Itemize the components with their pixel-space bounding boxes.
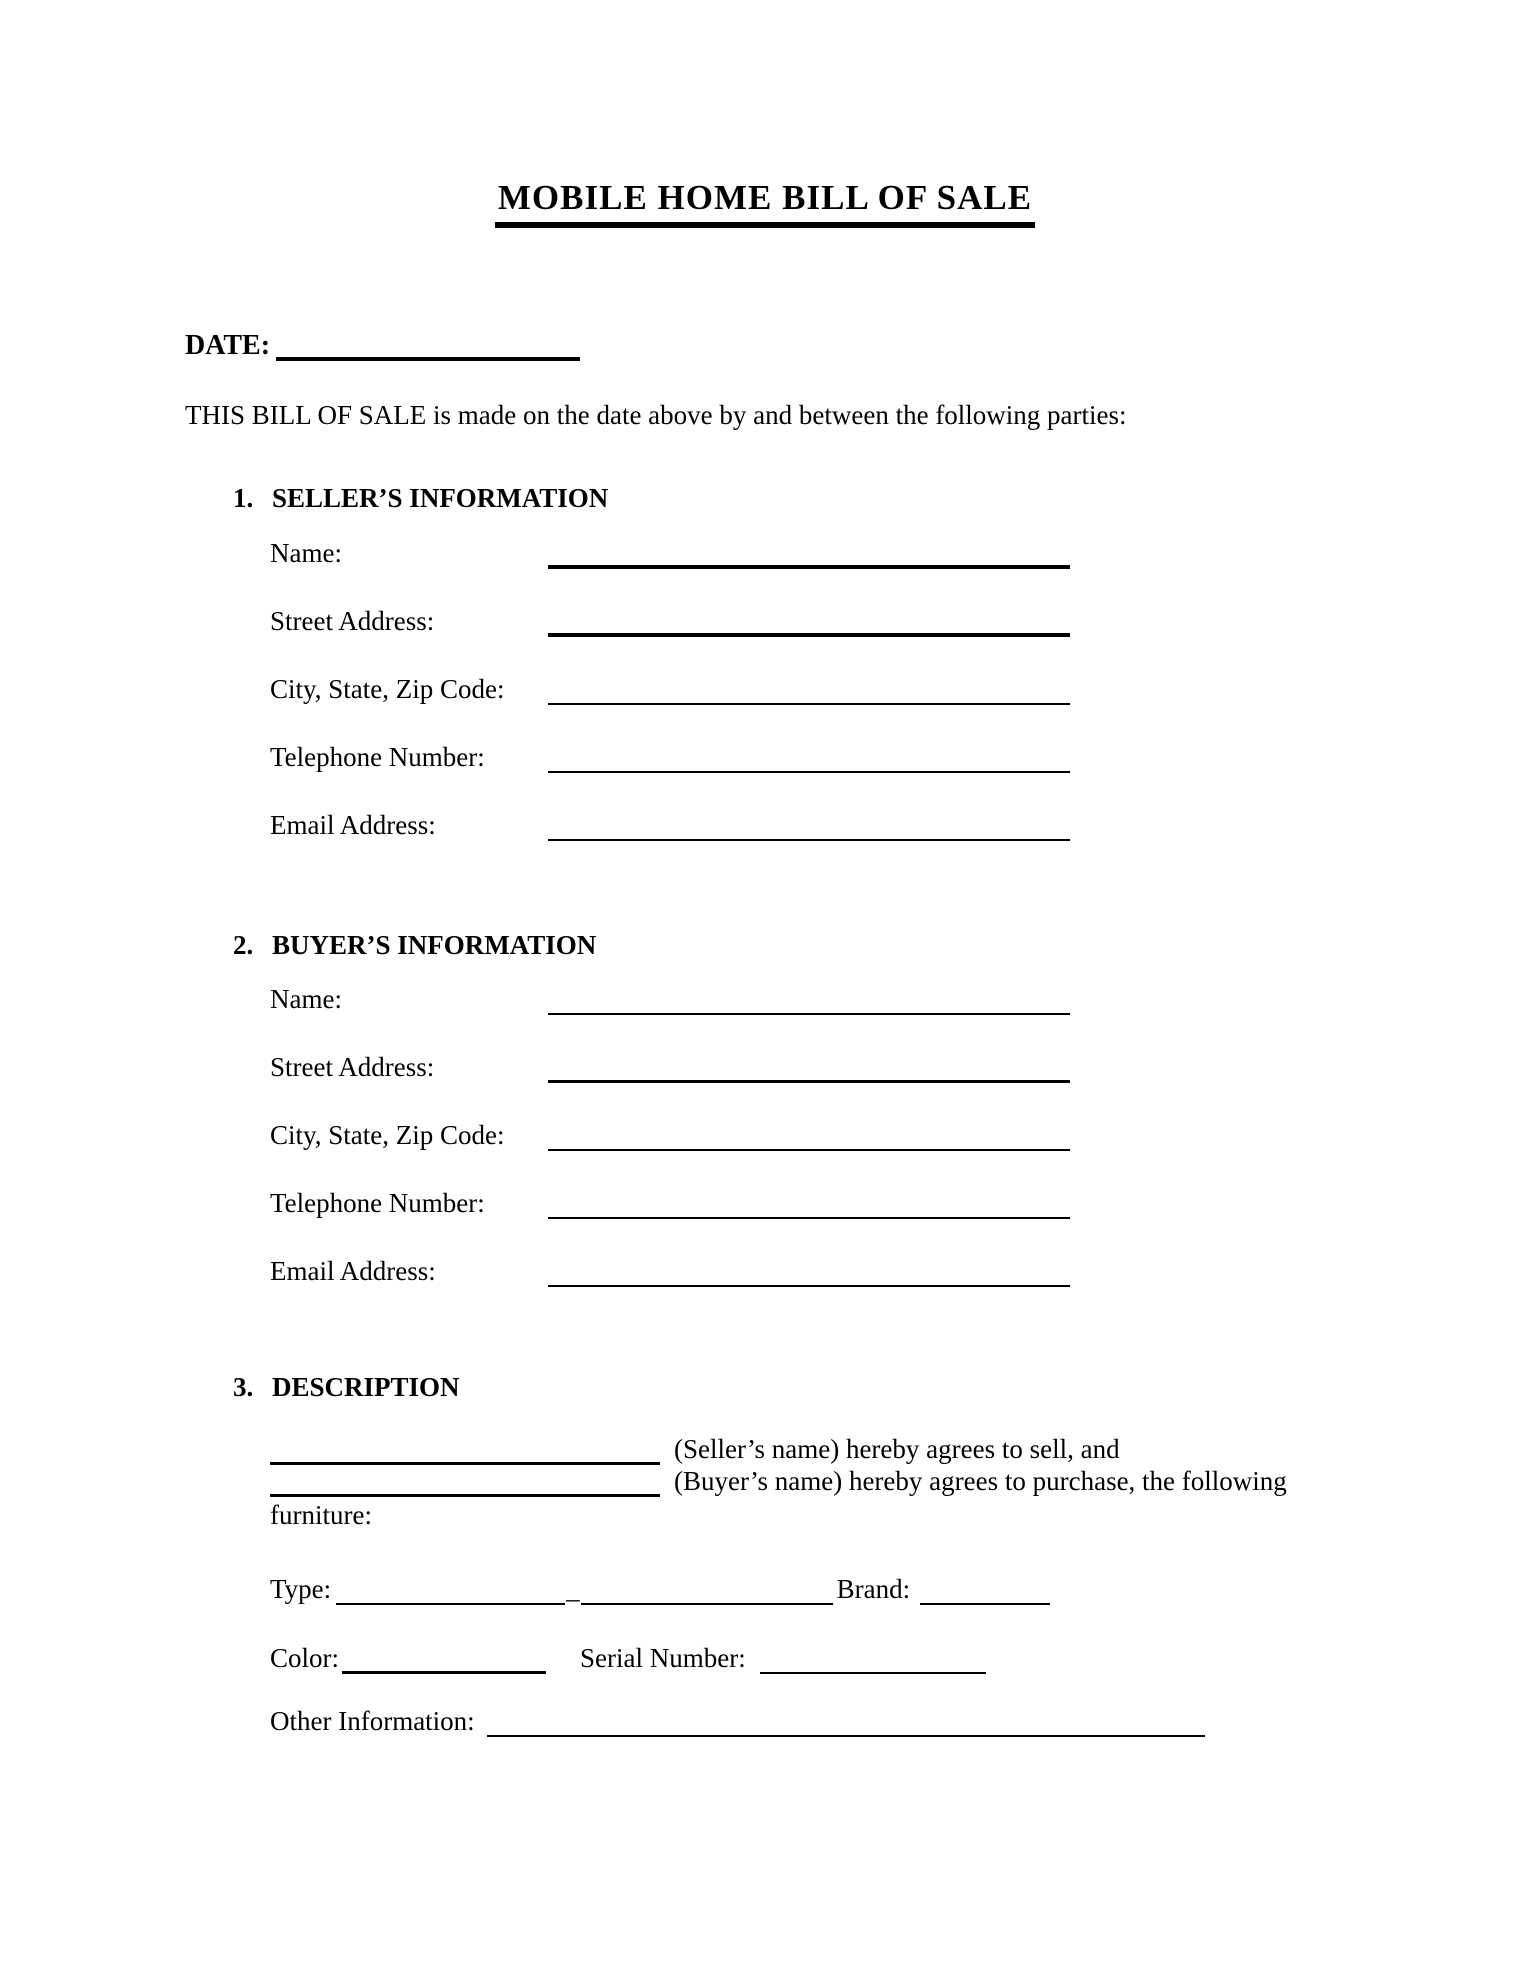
buyer-name-label: Name: bbox=[270, 984, 342, 1014]
type-label: Type: bbox=[270, 1574, 332, 1604]
intro-text: THIS BILL OF SALE is made on the date above by and between the following parties: bbox=[185, 400, 1127, 430]
seller-city-blank[interactable] bbox=[548, 674, 1070, 705]
date-blank[interactable] bbox=[276, 330, 580, 361]
seller-phone-blank[interactable] bbox=[548, 742, 1070, 773]
seller-email-label: Email Address: bbox=[270, 810, 436, 840]
description-buyer-line bbox=[270, 1466, 1287, 1497]
type-blank-2[interactable] bbox=[581, 1574, 833, 1605]
buyer-email-label: Email Address: bbox=[270, 1256, 436, 1286]
section-1-heading-row bbox=[233, 483, 608, 514]
seller-city-row bbox=[270, 674, 1070, 705]
other-information-row bbox=[270, 1706, 1205, 1737]
seller-phone-row bbox=[270, 742, 1070, 773]
seller-city-label: City, State, Zip Code: bbox=[270, 674, 505, 704]
description-seller-blank[interactable] bbox=[270, 1434, 660, 1465]
buyer-name-blank[interactable] bbox=[548, 984, 1070, 1015]
furniture-text: furniture: bbox=[270, 1500, 372, 1530]
date-row bbox=[185, 330, 580, 361]
description-buyer-text: (Buyer’s name) hereby agrees to purchase, the following bbox=[674, 1466, 1287, 1496]
brand-label: Brand: bbox=[836, 1574, 911, 1604]
buyer-phone-row bbox=[270, 1188, 1070, 1219]
section-3-number: 3. bbox=[233, 1372, 254, 1402]
buyer-city-row bbox=[270, 1120, 1070, 1151]
description-seller-text: (Seller’s name) hereby agrees to sell, and bbox=[674, 1434, 1120, 1464]
document-title-wrap bbox=[0, 178, 1530, 228]
serial-number-blank[interactable] bbox=[760, 1643, 986, 1674]
other-information-label: Other Information: bbox=[270, 1706, 475, 1736]
type-blank-1[interactable] bbox=[336, 1574, 565, 1605]
serial-number-label: Serial Number: bbox=[580, 1643, 746, 1673]
section-2-heading-row bbox=[233, 930, 596, 961]
seller-street-blank[interactable] bbox=[548, 606, 1070, 637]
description-buyer-blank[interactable] bbox=[270, 1466, 660, 1497]
document-title: MOBILE HOME BILL OF SALE bbox=[495, 178, 1035, 228]
description-seller-line bbox=[270, 1434, 1120, 1465]
color-label: Color: bbox=[270, 1643, 340, 1673]
brand-blank[interactable] bbox=[920, 1574, 1050, 1605]
section-2-heading: BUYER’S INFORMATION bbox=[272, 930, 597, 960]
color-serial-row bbox=[270, 1643, 986, 1674]
section-3-heading-row bbox=[233, 1372, 460, 1403]
seller-phone-label: Telephone Number: bbox=[270, 742, 485, 772]
seller-name-row bbox=[270, 538, 1070, 569]
buyer-city-blank[interactable] bbox=[548, 1120, 1070, 1151]
color-blank[interactable] bbox=[342, 1643, 546, 1674]
type-brand-row bbox=[270, 1574, 1050, 1605]
section-1-number: 1. bbox=[233, 483, 254, 513]
buyer-name-row bbox=[270, 984, 1070, 1015]
seller-name-label: Name: bbox=[270, 538, 342, 568]
seller-street-label: Street Address: bbox=[270, 606, 435, 636]
buyer-email-blank[interactable] bbox=[548, 1256, 1070, 1287]
buyer-email-row bbox=[270, 1256, 1070, 1287]
section-3-heading: DESCRIPTION bbox=[272, 1372, 460, 1402]
seller-name-blank[interactable] bbox=[548, 538, 1070, 569]
seller-email-blank[interactable] bbox=[548, 810, 1070, 841]
seller-street-row bbox=[270, 606, 1070, 637]
buyer-phone-label: Telephone Number: bbox=[270, 1188, 485, 1218]
seller-email-row bbox=[270, 810, 1070, 841]
buyer-street-label: Street Address: bbox=[270, 1052, 435, 1082]
buyer-phone-blank[interactable] bbox=[548, 1188, 1070, 1219]
type-joiner: _ bbox=[566, 1574, 580, 1604]
buyer-street-row bbox=[270, 1052, 1070, 1083]
section-1-heading: SELLER’S INFORMATION bbox=[272, 483, 609, 513]
buyer-street-blank[interactable] bbox=[548, 1052, 1070, 1083]
buyer-city-label: City, State, Zip Code: bbox=[270, 1120, 505, 1150]
date-label: DATE: bbox=[185, 330, 271, 361]
other-information-blank[interactable] bbox=[487, 1706, 1205, 1737]
section-2-number: 2. bbox=[233, 930, 254, 960]
